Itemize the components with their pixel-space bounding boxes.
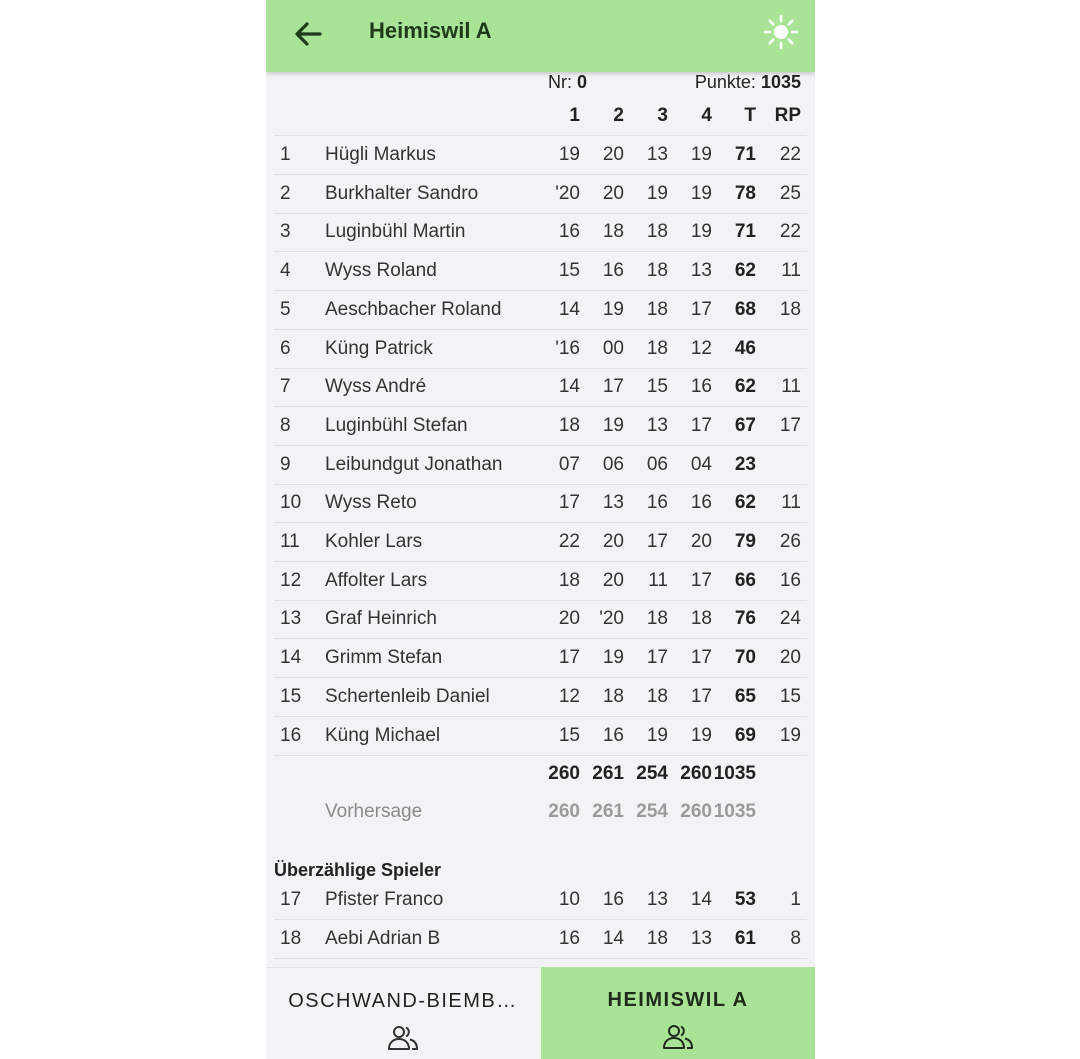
player-row[interactable]: [274, 175, 807, 214]
player-name: Kohler Lars: [325, 531, 423, 552]
total-2: 261: [592, 763, 624, 784]
phone-screen: [266, 0, 815, 1059]
score-total: 76: [734, 608, 756, 630]
score-1: 18: [558, 569, 580, 591]
score-3: 18: [646, 685, 668, 707]
player-number: 12: [280, 569, 302, 591]
score-1: 14: [558, 376, 580, 398]
score-2: 20: [602, 144, 624, 165]
team-tabs: [266, 967, 815, 1059]
player-number: 17: [280, 889, 302, 910]
score-4: 19: [690, 724, 712, 746]
player-row[interactable]: [274, 639, 807, 678]
prediction-1: 260: [548, 801, 580, 822]
score-total: 71: [734, 221, 756, 243]
table-header: [274, 97, 807, 136]
player-name: Küng Patrick: [325, 337, 433, 359]
score-2: 16: [602, 889, 624, 910]
score-2: 00: [602, 337, 624, 359]
sun-icon: [761, 12, 801, 52]
score-3: 17: [646, 647, 668, 669]
player-number: 6: [280, 337, 291, 359]
extra-players-title: Überzählige Spieler: [274, 860, 442, 880]
player-row[interactable]: [274, 330, 807, 369]
score-1: 15: [558, 724, 580, 746]
score-3: 13: [646, 889, 668, 910]
player-name: Aeschbacher Roland: [325, 298, 502, 320]
player-name: Küng Michael: [325, 724, 441, 746]
score-total: 62: [734, 260, 756, 282]
app-bar: [266, 0, 815, 72]
score-1: '20: [555, 182, 580, 204]
player-row[interactable]: [274, 920, 807, 959]
total-4: 260: [680, 763, 712, 784]
score-1: 07: [558, 453, 580, 475]
score-3: 17: [646, 531, 668, 552]
score-2: 16: [602, 260, 624, 282]
score-total: 65: [734, 685, 756, 707]
score-4: 19: [690, 144, 712, 165]
score-4: 17: [690, 685, 712, 707]
ranking-points: 20: [779, 647, 801, 669]
ranking-points: 11: [781, 260, 801, 282]
tab-heimiswil[interactable]: [541, 967, 815, 1059]
score-3: 18: [646, 928, 668, 949]
score-1: 18: [558, 414, 580, 436]
player-row[interactable]: [274, 600, 807, 639]
theme-toggle-button[interactable]: [761, 12, 801, 52]
score-total: 62: [734, 376, 756, 398]
score-total: 66: [734, 569, 756, 591]
score-total: 70: [734, 647, 756, 669]
score-3: 18: [646, 298, 668, 320]
score-total: 62: [734, 492, 756, 514]
score-4: 16: [690, 492, 712, 514]
score-2: 18: [602, 685, 624, 707]
score-1: 15: [558, 260, 580, 282]
score-total: 69: [734, 724, 756, 746]
player-name: Burkhalter Sandro: [325, 182, 479, 204]
player-name: Affolter Lars: [325, 569, 428, 591]
score-4: 19: [690, 182, 712, 204]
player-row[interactable]: [274, 368, 807, 407]
player-number: 15: [280, 685, 302, 707]
score-total: 53: [734, 889, 756, 910]
score-total: 46: [734, 337, 756, 359]
score-3: 18: [646, 608, 668, 630]
player-number: 10: [280, 492, 302, 514]
score-4: 17: [690, 298, 712, 320]
player-number: 13: [280, 608, 302, 630]
score-4: 17: [690, 414, 712, 436]
player-number: 7: [280, 376, 291, 398]
tab-label: HEIMISWIL A: [607, 989, 749, 1011]
score-3: 19: [646, 182, 668, 204]
player-number: 8: [280, 414, 291, 436]
score-4: 20: [690, 531, 712, 552]
ranking-points: 1: [790, 889, 801, 910]
nr-info: Nr: 0: [548, 72, 588, 92]
player-row[interactable]: [274, 291, 807, 330]
points-info: Punkte: 1035: [694, 72, 801, 92]
ranking-points: 8: [790, 928, 801, 949]
score-1: '16: [555, 337, 580, 359]
score-1: 14: [558, 298, 580, 320]
player-row[interactable]: [274, 136, 807, 175]
prediction-row: [274, 793, 807, 831]
score-4: 16: [690, 376, 712, 398]
player-number: 3: [280, 221, 291, 243]
player-number: 5: [280, 298, 291, 320]
player-name: Hügli Markus: [325, 144, 436, 165]
score-3: 16: [646, 492, 668, 514]
player-number: 9: [280, 453, 291, 475]
score-1: 17: [558, 647, 580, 669]
ranking-points: 15: [779, 685, 801, 707]
score-1: 17: [558, 492, 580, 514]
group-icon: [386, 1024, 420, 1052]
player-number: 16: [280, 724, 302, 746]
tab-oschwand[interactable]: [266, 967, 540, 1059]
score-3: 15: [646, 376, 668, 398]
score-2: 13: [602, 492, 624, 514]
player-name: Wyss Roland: [325, 260, 437, 282]
score-total: 61: [734, 928, 756, 949]
player-row[interactable]: [274, 562, 807, 601]
player-number: 18: [280, 928, 302, 949]
tab-label: OSCHWAND-BIEMB…: [288, 990, 518, 1012]
score-3: 13: [646, 144, 668, 165]
back-button[interactable]: [288, 14, 328, 54]
score-total: 79: [734, 531, 756, 552]
player-number: 14: [280, 647, 302, 669]
player-number: 2: [280, 182, 291, 204]
player-row[interactable]: [274, 678, 807, 717]
total-1: 260: [548, 763, 580, 784]
score-total: 78: [734, 182, 756, 204]
player-row[interactable]: [274, 446, 807, 485]
page-title: Heimiswil A: [369, 18, 492, 43]
arrow-left-icon: [288, 14, 328, 54]
score-2: 19: [602, 414, 624, 436]
score-2: 20: [602, 531, 624, 552]
score-1: 20: [558, 608, 580, 630]
ranking-points: 22: [779, 221, 801, 243]
score-1: 22: [558, 531, 580, 552]
score-total: 68: [734, 298, 756, 320]
player-row[interactable]: [274, 484, 807, 523]
player-name: Leibundgut Jonathan: [325, 453, 503, 475]
player-number: 1: [280, 144, 291, 165]
total-sum: 1035: [713, 763, 756, 784]
score-2: 20: [602, 182, 624, 204]
ranking-points: 26: [779, 531, 801, 552]
score-4: 13: [690, 260, 712, 282]
score-3: 18: [646, 221, 668, 243]
score-2: 06: [602, 453, 624, 475]
player-name: Schertenleib Daniel: [325, 685, 490, 707]
player-name: Wyss Reto: [325, 492, 417, 514]
score-2: 20: [602, 569, 624, 591]
player-name: Grimm Stefan: [325, 647, 443, 669]
ranking-points: 25: [779, 182, 801, 204]
player-number: 11: [280, 531, 300, 552]
ranking-points: 24: [779, 608, 801, 630]
ranking-points: 18: [779, 298, 801, 320]
score-4: 04: [690, 453, 712, 475]
score-1: 16: [558, 221, 580, 243]
score-3: 06: [646, 453, 668, 475]
score-total: 23: [734, 453, 756, 475]
score-4: 17: [690, 647, 712, 669]
player-name: Luginbühl Martin: [325, 221, 466, 243]
score-2: 14: [602, 928, 624, 949]
score-3: 18: [646, 260, 668, 282]
col-header-3: 3: [657, 105, 668, 126]
prediction-4: 260: [680, 801, 712, 822]
total-3: 254: [636, 763, 668, 784]
prediction-sum: 1035: [713, 801, 756, 822]
score-4: 17: [690, 569, 712, 591]
player-row[interactable]: [274, 717, 807, 756]
ranking-points: 11: [781, 492, 801, 514]
score-4: 19: [690, 221, 712, 243]
group-icon: [661, 1023, 695, 1051]
prediction-label: Vorhersage: [325, 801, 423, 822]
score-1: 19: [558, 144, 580, 165]
ranking-points: 19: [779, 724, 801, 746]
score-2: 17: [602, 376, 624, 398]
player-name: Luginbühl Stefan: [325, 414, 468, 436]
col-header-1: 1: [569, 105, 580, 126]
ranking-points: 17: [779, 414, 801, 436]
score-4: 13: [690, 928, 712, 949]
player-number: 4: [280, 260, 291, 282]
score-3: 19: [646, 724, 668, 746]
player-name: Aebi Adrian B: [325, 928, 441, 949]
score-2: 19: [602, 298, 624, 320]
score-4: 18: [690, 608, 712, 630]
score-3: 18: [646, 337, 668, 359]
score-2: 18: [602, 221, 624, 243]
player-row[interactable]: [274, 881, 807, 920]
totals-row: [274, 755, 807, 793]
ranking-points: 11: [781, 376, 801, 398]
score-2: '20: [599, 608, 624, 630]
score-3: 11: [648, 569, 668, 591]
col-header-total: T: [744, 105, 756, 126]
ranking-points: 16: [779, 569, 801, 591]
col-header-2: 2: [613, 105, 624, 126]
score-1: 16: [558, 928, 580, 949]
player-row[interactable]: [274, 523, 807, 562]
score-2: 16: [602, 724, 624, 746]
prediction-3: 254: [636, 801, 668, 822]
player-name: Pfister Franco: [325, 889, 444, 910]
score-1: 12: [558, 685, 580, 707]
col-header-4: 4: [701, 105, 712, 126]
player-name: Wyss André: [325, 376, 427, 398]
score-4: 12: [690, 337, 712, 359]
score-4: 14: [690, 889, 712, 910]
player-row[interactable]: [274, 213, 807, 252]
score-1: 10: [558, 889, 580, 910]
col-header-rp: RP: [774, 105, 801, 126]
player-name: Graf Heinrich: [325, 608, 437, 630]
score-2: 19: [602, 647, 624, 669]
score-total: 67: [734, 414, 756, 436]
player-row[interactable]: [274, 407, 807, 446]
score-total: 71: [734, 144, 756, 165]
score-3: 13: [646, 414, 668, 436]
ranking-points: 22: [779, 144, 801, 165]
player-row[interactable]: [274, 252, 807, 291]
prediction-2: 261: [592, 801, 624, 822]
